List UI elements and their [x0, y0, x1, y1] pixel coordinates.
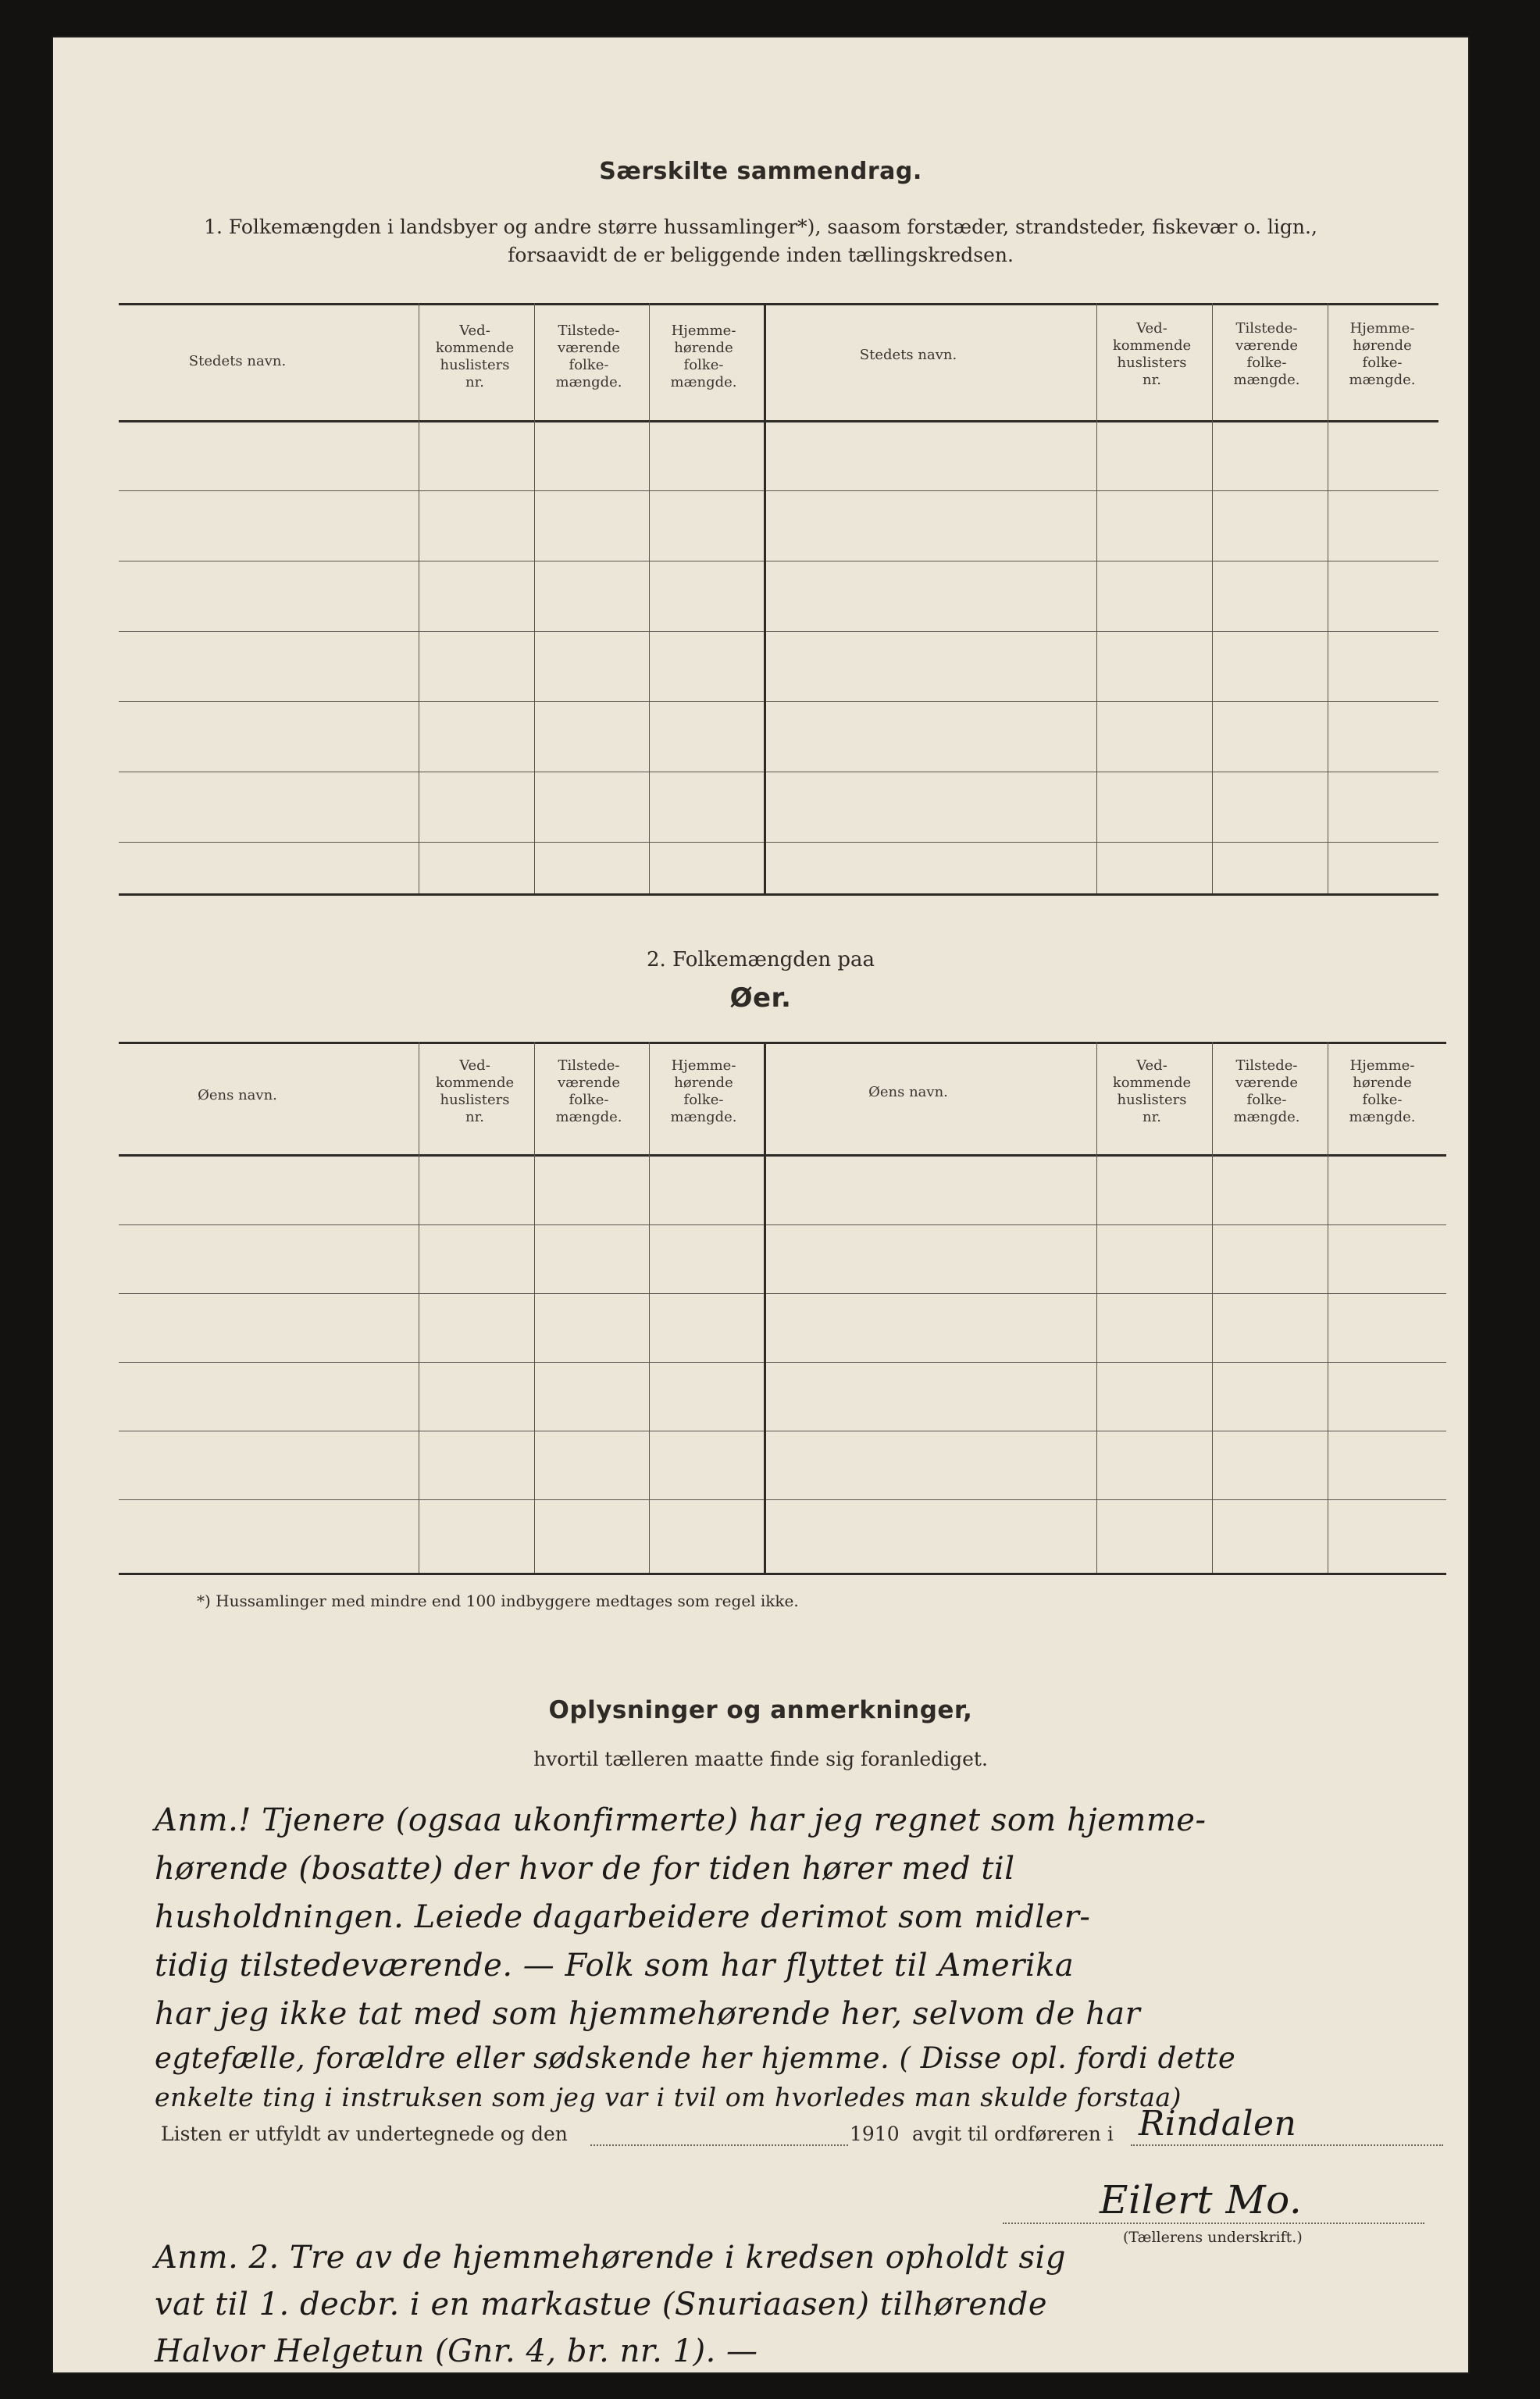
section2-title-line2: Øer. — [729, 982, 792, 1014]
anm2-line: vat til 1. decbr. i en markastue (Snuriaasen) tilhørende — [155, 2287, 1048, 2322]
remarks-title: Oplysninger og anmerkninger, — [548, 1696, 973, 1724]
section1-header-hjemme-right: Hjemme- hørende folke- mængde. — [1349, 320, 1416, 388]
anm1-line: egtefælle, forældre eller sødskende her hjemme. ( Disse opl. fordi dette — [155, 2041, 1236, 2075]
signature-caption: (Tællerens underskrift.) — [1123, 2229, 1303, 2246]
section1-header-name-right: Stedets navn. — [859, 347, 957, 363]
section2-header-nr-right: Ved- kommende huslisters nr. — [1112, 1057, 1192, 1125]
section2-header-nr-left: Ved- kommende huslisters nr. — [435, 1057, 515, 1125]
section2-title-line1: 2. Folkemængden paa — [647, 948, 875, 971]
section1-header-hjemme-left: Hjemme- hørende folke- mængde. — [670, 323, 737, 390]
section1-header-tilstede-left: Tilstede- værende folke- mængde. — [555, 323, 622, 390]
section1-header-name-left: Stedets navn. — [188, 353, 287, 369]
anm1-line: enkelte ting i instruksen som jeg var i tvil om hvorledes man skulde forstaa) — [155, 2082, 1182, 2112]
anm1-line: har jeg ikke tat med som hjemmehørende her, selvom de har — [155, 1996, 1141, 2032]
section2-header-hjemme-right: Hjemme- hørende folke- mængde. — [1349, 1057, 1416, 1125]
section1-intro-line1: 1. Folkemængden i landsbyer og andre større hussamlinger*), saasom forstæder, strandsteder, fiskevær o. lign., — [204, 216, 1317, 238]
enumerator-signature: Eilert Mo. — [1100, 2177, 1303, 2223]
section1-intro-line2: forsaavidt de er beliggende inden tællingskredsen. — [508, 244, 1014, 266]
anm1-line: Anm.! Tjenere (ogsaa ukonfirmerte) har jeg regnet som hjemme- — [155, 1802, 1207, 1838]
section2-header-tilstede-left: Tilstede- værende folke- mængde. — [555, 1057, 622, 1125]
signature-line-year: 1910 — [850, 2123, 900, 2145]
section2-header-name-left: Øens navn. — [198, 1087, 277, 1103]
anm1-line: tidig tilstedeværende. — Folk som har flyttet til Amerika — [155, 1948, 1075, 1984]
section1-header-nr-right: Ved- kommende huslisters nr. — [1112, 320, 1192, 388]
section1-header-tilstede-right: Tilstede- værende folke- mængde. — [1233, 320, 1300, 388]
anm1-line: husholdningen. Leiede dagarbeidere derimot som midler- — [155, 1899, 1091, 1935]
anm2-line: Halvor Helgetun (Gnr. 4, br. nr. 1). — — [155, 2333, 758, 2369]
remarks-subtitle: hvortil tælleren maatte finde sig foranlediget. — [533, 1748, 988, 1770]
footnote: *) Hussamlinger med mindre end 100 indbyggere medtages som regel ikke. — [197, 1592, 799, 1610]
anm1-line: hørende (bosatte) der hvor de for tiden hører med til — [155, 1851, 1015, 1887]
signature-line-prefix: Listen er utfyldt av undertegnede og den — [161, 2123, 568, 2145]
section2-header-hjemme-left: Hjemme- hørende folke- mængde. — [670, 1057, 737, 1125]
section2-header-tilstede-right: Tilstede- værende folke- mængde. — [1233, 1057, 1300, 1125]
section2-header-name-right: Øens navn. — [868, 1084, 948, 1100]
anm2-line: Anm. 2. Tre av de hjemmehørende i kredsen opholdt sig — [155, 2240, 1066, 2276]
signature-line-middle: avgit til ordføreren i — [912, 2123, 1114, 2145]
census-form-page — [53, 37, 1468, 2372]
section1-header-nr-left: Ved- kommende huslisters nr. — [435, 323, 515, 390]
signature-line-place: Rindalen — [1139, 2104, 1297, 2144]
section1-title: Særskilte sammendrag. — [599, 158, 922, 185]
